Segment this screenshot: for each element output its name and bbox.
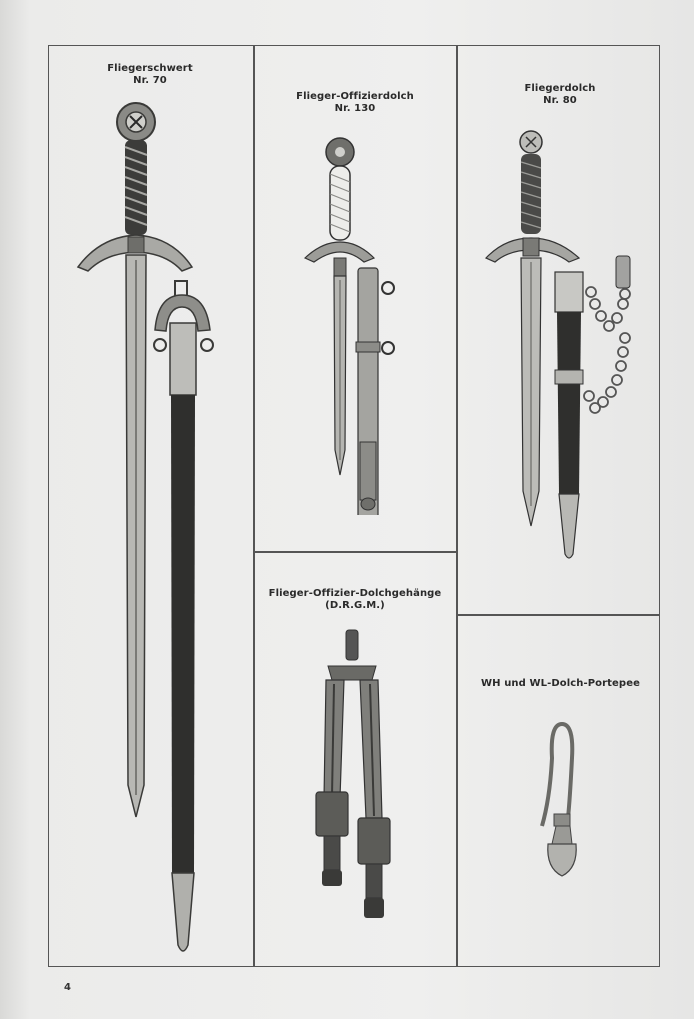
caption-title: Fliegerdolch [524, 83, 596, 94]
row-divider [457, 614, 660, 616]
row-divider [254, 551, 456, 553]
caption-subtitle: Nr. 80 [543, 95, 577, 106]
caption-offizierdolch [290, 91, 420, 115]
officer-dagger-illustration [300, 130, 410, 515]
caption-subtitle: (D.R.G.M.) [325, 600, 385, 611]
caption-title: Flieger-Offizierdolch [296, 91, 414, 102]
caption-title: WH und WL-Dolch-Portepee [481, 678, 640, 689]
sword-illustration [70, 95, 240, 965]
portepee-illustration [532, 718, 592, 883]
caption-title: Fliegerschwert [107, 63, 193, 74]
caption-fliegerdolch [510, 83, 610, 107]
column-divider [253, 45, 255, 967]
flier-dagger-illustration [483, 126, 643, 566]
caption-subtitle: Nr. 70 [133, 75, 167, 86]
column-divider [456, 45, 458, 967]
caption-title: Flieger-Offizier-Dolchgehänge [268, 588, 442, 599]
caption-subtitle: Nr. 130 [334, 103, 376, 114]
page-number: 4 [64, 982, 71, 993]
caption-gehaenge [265, 588, 445, 612]
caption-schwert [100, 63, 200, 87]
dagger-hangers-illustration [310, 628, 400, 928]
caption-portepee [468, 678, 653, 690]
